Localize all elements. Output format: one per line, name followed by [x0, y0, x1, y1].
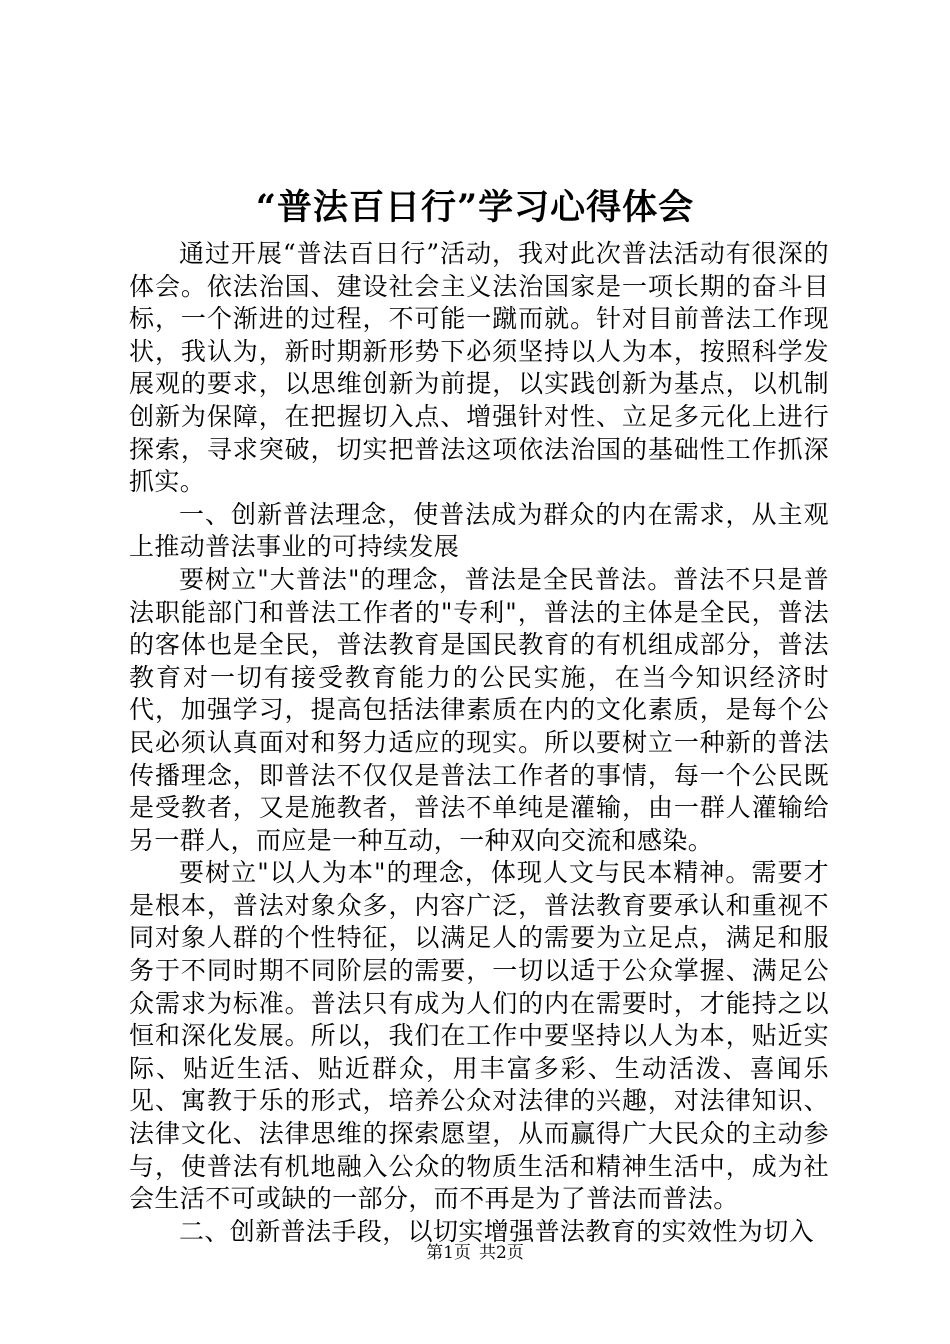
paragraph-intro: 通过开展“普法百日行”活动，我对此次普法活动有很深的体会。依法治国、建设社会主义法治国家是一项长期的奋斗目标，一个渐进的过程，不可能一蹴而就。针对目前普法工作现状，我认为，新时期新形势下必须坚持以人为本，按照科学发展观的要求，以思维创新为前提，以实践创新为基点，以机制创新为保障，在把握切入点、增强针对性、立足多元化上进行探索，寻求突破，切实把普法这项依法治国的基础性工作抓深抓实。: [129, 239, 829, 497]
page-footer: [0, 1242, 950, 1264]
page-total: 共2页: [479, 1243, 524, 1263]
paragraph-big-law-concept: 要树立"大普法"的理念，普法是全民普法。普法不只是普法职能部门和普法工作者的"专利"，普法的主体是全民，普法的客体也是全民，普法教育是国民教育的有机组成部分，普法教育对一切有接受教育能力的公民实施，在当今知识经济时代，加强学习，提高包括法律素质在内的文化素质，是每个公民必须认真面对和努力适应的现实。所以要树立一种新的普法传播理念，即普法不仅仅是普法工作者的事情，每一个公民既是受教者，又是施教者，普法不单纯是灌输，由一群人灌输给另一群人，而应是一种互动，一种双向交流和感染。: [129, 564, 829, 855]
paragraph-section-two-heading: 二、创新普法手段，以切实增强普法教育的实效性为切入: [179, 1216, 815, 1246]
document-title: “普法百日行”学习心得体会: [255, 187, 695, 228]
document-body: [129, 238, 829, 1248]
paragraph-section-one-heading: 一、创新普法理念，使普法成为群众的内在需求，从主观上推动普法事业的可持续发展: [129, 499, 829, 562]
paragraph-people-oriented-concept: 要树立"以人为本"的理念，体现人文与民本精神。需要才是根本，普法对象众多，内容广泛，普法教育要承认和重视不同对象人群的个性特征，以满足人的需要为立足点，满足和服务于不同时期不同阶层的需要，一切以适于公众掌握、满足公众需求为标准。普法只有成为人们的内在需要时，才能持之以恒和深化发展。所以，我们在工作中要坚持以人为本，贴近实际、贴近生活、贴近群众，用丰富多彩、生动活泼、喜闻乐见、寓教于乐的形式，培养公众对法律的兴趣，对法律知识、法律文化、法律思维的探索愿望，从而赢得广大民众的主动参与，使普法有机地融入公众的物质生活和精神生活中，成为社会生活不可或缺的一部分，而不再是为了普法而普法。: [129, 858, 829, 1214]
page-number: 第1页: [426, 1243, 471, 1263]
